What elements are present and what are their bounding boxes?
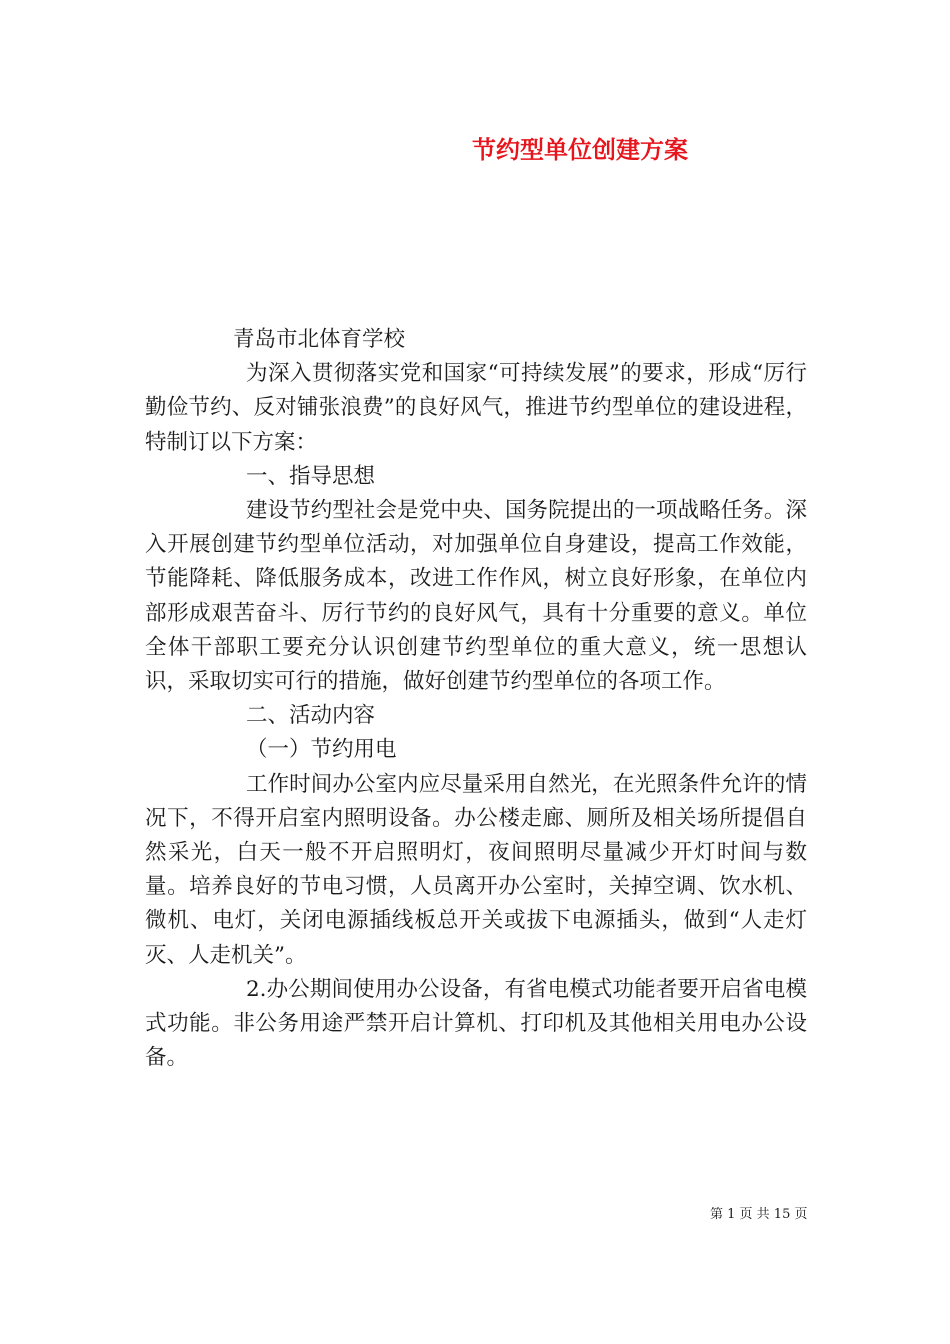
intro-paragraph: 为深入贯彻落实党和国家“可持续发展”的要求，形成“厉行勤俭节约、反对铺张浪费”的良好风气，推进节约型单位的建设进程，特制订以下方案： (145, 361, 807, 455)
document-body (145, 323, 807, 1075)
document-title: 节约型单位创建方案 (472, 135, 688, 164)
page-number-footer: 第 1 页 共 15 页 (710, 1207, 808, 1222)
section-heading-guiding-thought: 一、指导思想 (246, 463, 376, 489)
section-heading-activity-content: 二、活动内容 (246, 703, 376, 729)
guiding-thought-paragraph: 建设节约型社会是党中央、国务院提出的一项战略任务。深入开展创建节约型单位活动，对加强单位自身建设，提高工作效能，节能降耗、降低服务成本，改进工作作风，树立良好形象，在单位内部形成艰苦奋斗、厉行节约的良好风气，具有十分重要的意义。单位全体干部职工要充分认识创建节约型单位的重大意义，统一思想认识，采取切实可行的措施，做好创建节约型单位的各项工作。 (145, 498, 807, 695)
organization-name: 青岛市北体育学校 (233, 327, 406, 352)
save-electricity-paragraph-2: 2.办公期间使用办公设备，有省电模式功能者要开启省电模式功能。非公务用途严禁开启计算机、打印机及其他相关用电办公设备。 (145, 976, 807, 1071)
save-electricity-paragraph-1: 工作时间办公室内应尽量采用自然光，在光照条件允许的情况下，不得开启室内照明设备。办公楼走廊、厕所及相关场所提倡自然采光，白天一般不开启照明灯，夜间照明尽量减少开灯时间与数量。培养良好的节电习惯，人员离开办公室时，关掉空调、饮水机、微机、电灯，关闭电源插线板总开关或拔下电源插头，做到“人走灯灭、人走机关”。 (145, 771, 807, 968)
subsection-heading-save-electricity: （一）节约用电 (246, 737, 397, 763)
